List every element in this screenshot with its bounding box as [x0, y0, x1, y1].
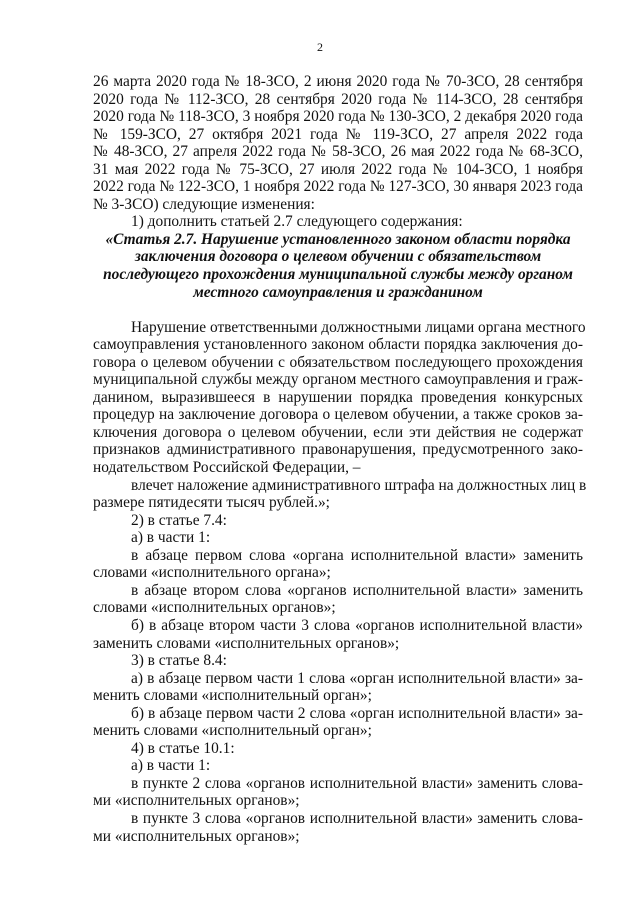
- text-line: 2022 года № 122-ЗСО, 1 ноября 2022 года № 127-ЗСО, 30 января 2023 года: [93, 178, 583, 196]
- text-line: ключения договора о целевом обучении, если эти действия не содержат: [93, 423, 583, 441]
- amendment-line: ми «исполнительных органов»;: [93, 792, 300, 810]
- text-line: № 159-ЗСО, 27 октября 2021 года № 119-ЗСО, 27 апреля 2022 года: [93, 125, 583, 143]
- amendments-list: [93, 512, 583, 845]
- heading-line: «Статья 2.7. Нарушение установленного законом области порядка: [105, 230, 571, 248]
- blank-line: [93, 301, 583, 319]
- amendment-line: в абзаце втором слова «органов исполнительной власти» заменить: [131, 581, 583, 599]
- text-line: 26 марта 2020 года № 18-ЗСО, 2 июня 2020 года № 70-ЗСО, 28 сентября: [93, 73, 583, 90]
- heading-line: последующего прохождения муниципальной службы между органом: [103, 266, 573, 284]
- amendment-line: 2) в статье 7.4:: [131, 511, 227, 529]
- article-body-paragraph: [93, 318, 586, 477]
- amendment-line: в пункте 2 слова «органов исполнительной власти» заменить слова-: [131, 774, 583, 792]
- amendment-line: б) в абзаце втором части 3 слова «органов исполнительной власти»: [131, 616, 583, 634]
- text-line: нодательством Российской Федерации, –: [93, 459, 361, 477]
- penalty-paragraph: [93, 476, 587, 512]
- text-line: признаков административного правонарушения, предусмотренного зако-: [93, 441, 583, 459]
- heading-line: заключения договора о целевом обучении с обязательством: [134, 248, 542, 266]
- text-line: 2020 года № 118-ЗСО, 3 ноября 2020 года № 130-ЗСО, 2 декабря 2020 года: [93, 108, 583, 126]
- text-line: № 3-ЗСО) следующие изменения:: [93, 195, 315, 213]
- text-line: говора о целевом обучении с обязательством последующего прохождения: [93, 353, 583, 371]
- amendment-line: словами «исполнительного органа»;: [93, 564, 331, 582]
- amendment-line: б) в абзаце первом части 2 слова «орган исполнительной власти» за-: [131, 704, 583, 722]
- amendment-line: в пункте 3 слова «органов исполнительной власти» заменить слова-: [131, 809, 583, 827]
- amendment-line: в абзаце первом слова «органа исполнительной власти» заменить: [131, 546, 583, 564]
- amendment-line: заменить словами «исполнительных органов»;: [93, 634, 400, 652]
- text-line: 2020 года № 112-ЗСО, 28 сентября 2020 года № 114-ЗСО, 28 сентября: [93, 90, 583, 108]
- amendment-line: а) в части 1:: [131, 757, 211, 775]
- text-line: Нарушение ответственными должностными лицами органа местного: [131, 318, 586, 336]
- amendment-line: а) в части 1:: [131, 529, 211, 547]
- text-line: размере пятидесяти тысяч рублей.»;: [93, 494, 330, 512]
- page-number: 2: [317, 40, 323, 54]
- amendment-line: а) в абзаце первом части 1 слова «орган исполнительной власти» за-: [131, 669, 583, 687]
- text-line: самоуправления установленного законом области порядка заключения до-: [93, 336, 583, 354]
- text-line: данином, выразившееся в нарушении порядка проведения конкурсных: [93, 388, 583, 406]
- amendment-line: 4) в статье 10.1:: [131, 739, 235, 757]
- amendment-line: 3) в статье 8.4:: [131, 652, 227, 670]
- amendment-line: словами «исполнительных органов»;: [93, 599, 336, 617]
- amendment-item-1: 1) дополнить статьей 2.7 следующего содержания:: [131, 213, 463, 231]
- amendment-line: менить словами «исполнительный орган»;: [93, 687, 372, 705]
- text-line: муниципальной службы между органом местного самоуправления и граж-: [93, 371, 583, 389]
- text-line: 31 мая 2022 года № 75-ЗСО, 27 июля 2022 года № 104-ЗСО, 1 ноября: [93, 160, 583, 178]
- document-body: [93, 73, 587, 845]
- article-heading: [93, 231, 583, 301]
- intro-paragraph: [93, 73, 583, 213]
- text-line: процедур на заключение договора о целевом обучении, а также сроков за-: [93, 406, 583, 424]
- text-line: влечет наложение административного штрафа на должностных лиц в: [131, 476, 587, 494]
- amendment-line: менить словами «исполнительный орган»;: [93, 722, 372, 740]
- amendment-line: ми «исполнительных органов»;: [93, 827, 300, 845]
- text-line: № 48-ЗСО, 27 апреля 2022 года № 58-ЗСО, 26 мая 2022 года № 68-ЗСО,: [93, 143, 583, 161]
- heading-line: местного самоуправления и гражданином: [193, 283, 483, 301]
